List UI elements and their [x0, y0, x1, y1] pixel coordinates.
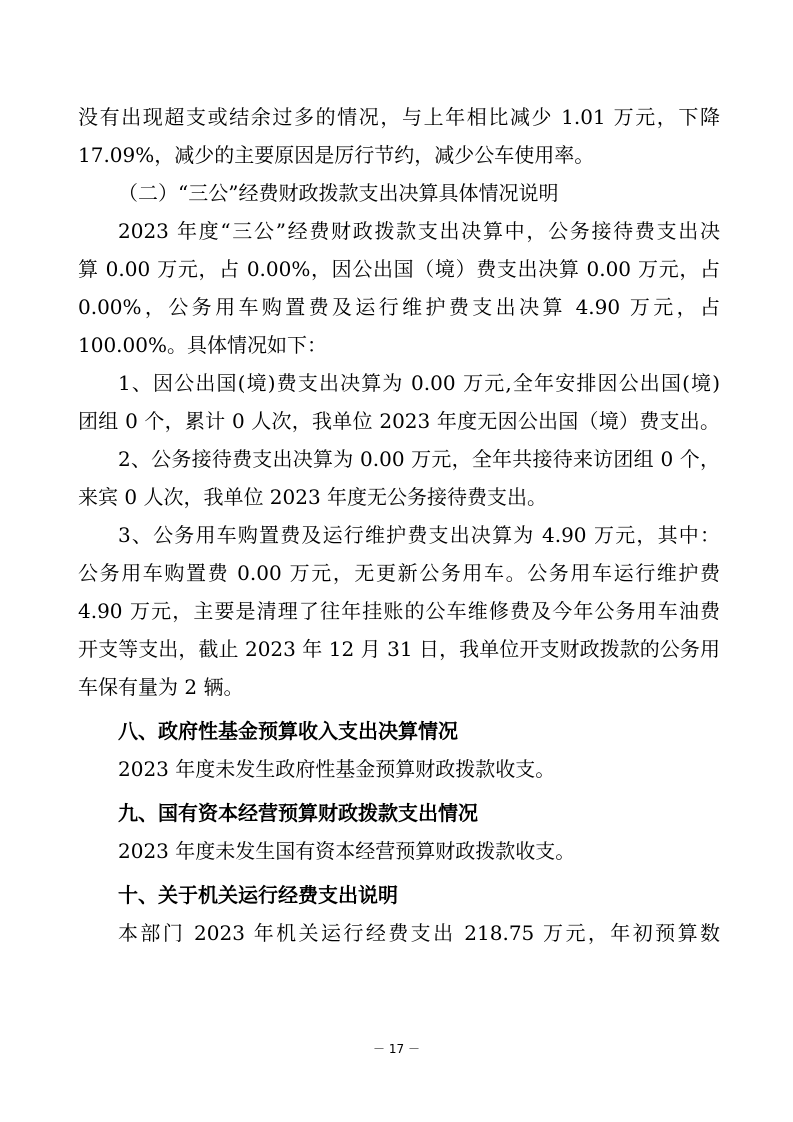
body-line: 算 0.00 万元，占 0.00%，因公出国（境）费支出决算 0.00 万元，占	[78, 257, 720, 281]
body-line: 2023 年度未发生国有资本经营预算财政拨款收支。	[118, 839, 576, 863]
body-line: 0.00%，公务用车购置费及运行维护费支出决算 4.90 万元，占	[78, 295, 720, 319]
page-number: － 17 －	[373, 1042, 420, 1056]
body-line: 车保有量为 2 辆。	[78, 675, 244, 699]
body-line: 2023 年度未发生政府性基金预算财政拨款收支。	[118, 757, 556, 781]
body-line: 4.90 万元，主要是清理了往年挂账的公车维修费及今年公务用车油费	[78, 599, 720, 623]
subsection-heading: （二）“三公”经费财政拨款支出决算具体情况说明	[118, 181, 559, 205]
body-line: 本部门 2023 年机关运行经费支出 218.75 万元，年初预算数	[118, 921, 720, 945]
body-line: 2、公务接待费支出决算为 0.00 万元，全年共接待来访团组 0 个，	[118, 447, 720, 471]
body-line: 团组 0 个，累计 0 人次，我单位 2023 年度无因公出国（境）费支出。	[78, 409, 720, 433]
section-heading: 九、国有资本经营预算财政拨款支出情况	[118, 801, 478, 825]
body-line: 2023 年度“三公”经费财政拨款支出决算中，公务接待费支出决	[118, 219, 720, 243]
body-line: 开支等支出，截止 2023 年 12 月 31 日，我单位开支财政拨款的公务用	[78, 637, 720, 661]
section-heading: 八、政府性基金预算收入支出决算情况	[118, 719, 458, 743]
body-line: 公务用车购置费 0.00 万元，无更新公务用车。公务用车运行维护费	[78, 561, 720, 585]
body-line: 17.09%，减少的主要原因是厉行节约，减少公车使用率。	[78, 143, 595, 167]
section-heading: 十、关于机关运行经费支出说明	[118, 883, 398, 907]
body-line: 100.00%。具体情况如下：	[78, 333, 327, 357]
body-line: 1、因公出国(境)费支出决算为 0.00 万元,全年安排因公出国(境)	[118, 371, 720, 395]
body-line: 没有出现超支或结余过多的情况，与上年相比减少 1.01 万元，下降	[78, 105, 720, 129]
body-line: 3、公务用车购置费及运行维护费支出决算为 4.90 万元，其中：	[118, 523, 720, 547]
document-body	[78, 98, 720, 952]
body-line: 来宾 0 人次，我单位 2023 年度无公务接待费支出。	[78, 485, 548, 509]
